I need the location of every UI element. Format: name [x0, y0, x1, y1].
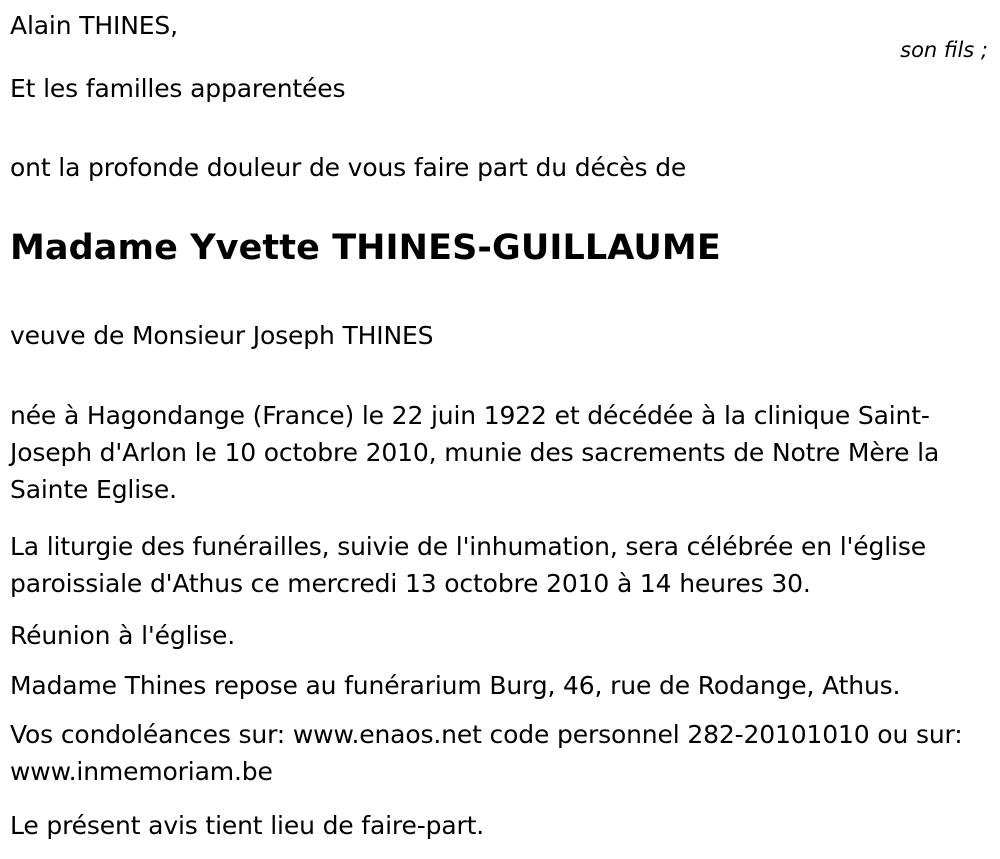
extended-family: Et les familles apparentées — [10, 74, 346, 103]
repose-text: Madame Thines repose au funérarium Burg, 46, rue de Rodange, Athus. — [10, 671, 901, 700]
birth-death-paragraph: née à Hagondange (France) le 22 juin 1922 et décédée à la clinique Saint-Joseph d'Arlon le 10 octobre 2010, munie des sacrements de Notre Mère la Sainte Eglise. — [10, 401, 940, 504]
funeral-paragraph: La liturgie des funérailles, suivie de l'inhumation, sera célébrée en l'église paroissiale d'Athus ce mercredi 13 octobre 2010 à 14 heures 30. — [10, 532, 926, 598]
family-member-name: Alain THINES, — [10, 11, 178, 40]
meeting-text: Réunion à l'église. — [10, 621, 236, 650]
death-notice — [10, 0, 990, 859]
condolences-paragraph: Vos condoléances sur: www.enaos.net code personnel 282-20101010 ou sur: www.inmemoriam.be — [10, 720, 963, 786]
deceased-name: Madame Yvette THINES-GUILLAUME — [10, 228, 721, 268]
widow-of-text: veuve de Monsieur Joseph THINES — [10, 321, 434, 350]
notice-text: Le présent avis tient lieu de faire-part. — [10, 811, 485, 840]
family-member-relation: son fils ; — [900, 38, 988, 62]
announcement-text: ont la profonde douleur de vous faire part du décès de — [10, 153, 687, 182]
